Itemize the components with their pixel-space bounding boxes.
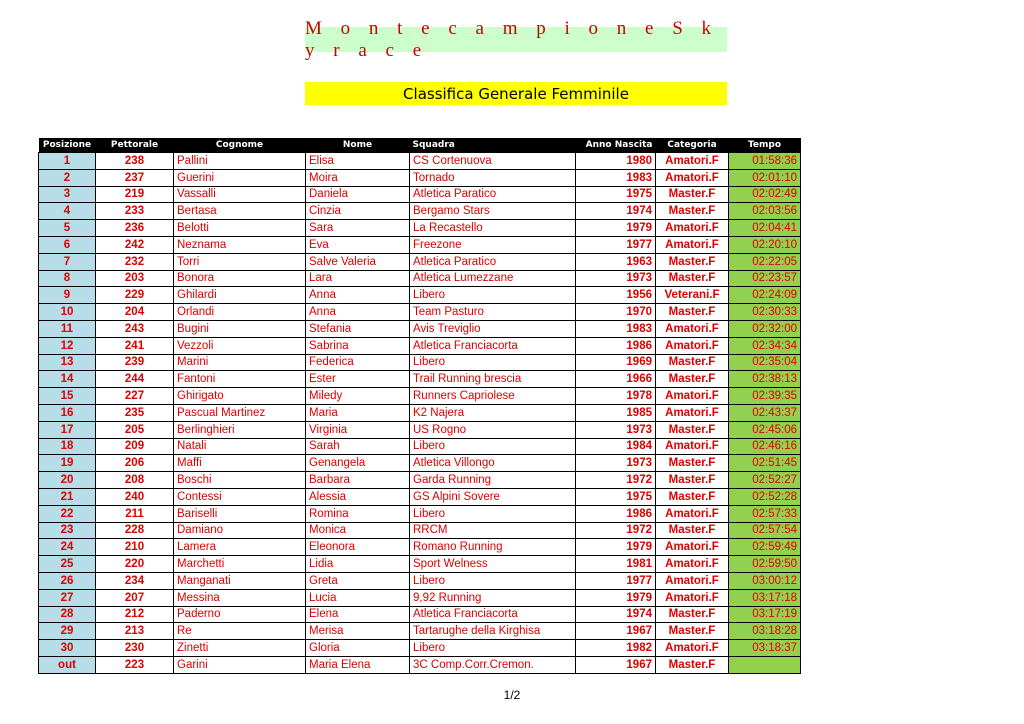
col-header-team: Squadra xyxy=(410,138,576,153)
table-row xyxy=(39,539,801,556)
cell-birth-year: 1969 xyxy=(576,354,656,371)
cell-category: Master.F xyxy=(656,253,729,270)
cell-birth-year: 1972 xyxy=(576,472,656,489)
cell-time: 02:45:06 xyxy=(729,421,801,438)
cell-birth-year: 1981 xyxy=(576,556,656,573)
table-row xyxy=(39,656,801,673)
table-row xyxy=(39,337,801,354)
cell-position: 4 xyxy=(39,203,96,220)
cell-position: 20 xyxy=(39,472,96,489)
cell-surname: Belotti xyxy=(174,220,306,237)
cell-birth-year: 1966 xyxy=(576,371,656,388)
cell-bib: 232 xyxy=(96,253,174,270)
table-row xyxy=(39,186,801,203)
cell-birth-year: 1977 xyxy=(576,572,656,589)
cell-team: K2 Najera xyxy=(410,404,576,421)
cell-position: 13 xyxy=(39,354,96,371)
table-row xyxy=(39,640,801,657)
cell-surname: Marini xyxy=(174,354,306,371)
cell-time: 02:39:35 xyxy=(729,388,801,405)
cell-position: 19 xyxy=(39,455,96,472)
col-header-name: Nome xyxy=(306,138,410,153)
cell-surname: Pallini xyxy=(174,153,306,170)
cell-time: 02:59:50 xyxy=(729,556,801,573)
cell-birth-year: 1973 xyxy=(576,270,656,287)
cell-surname: Guerini xyxy=(174,169,306,186)
cell-category: Master.F xyxy=(656,371,729,388)
table-row xyxy=(39,270,801,287)
cell-team: Libero xyxy=(410,640,576,657)
cell-category: Amatori.F xyxy=(656,404,729,421)
cell-birth-year: 1973 xyxy=(576,421,656,438)
cell-surname: Maffi xyxy=(174,455,306,472)
cell-time: 02:38:13 xyxy=(729,371,801,388)
cell-name: Anna xyxy=(306,304,410,321)
cell-birth-year: 1972 xyxy=(576,522,656,539)
cell-position: 2 xyxy=(39,169,96,186)
cell-category: Veterani.F xyxy=(656,287,729,304)
cell-time: 02:30:33 xyxy=(729,304,801,321)
cell-surname: Vassalli xyxy=(174,186,306,203)
cell-time: 02:24:09 xyxy=(729,287,801,304)
cell-name: Barbara xyxy=(306,472,410,489)
cell-birth-year: 1970 xyxy=(576,304,656,321)
cell-position: 16 xyxy=(39,404,96,421)
cell-surname: Torri xyxy=(174,253,306,270)
cell-team: Freezone xyxy=(410,236,576,253)
cell-position: 29 xyxy=(39,623,96,640)
cell-bib: 227 xyxy=(96,388,174,405)
cell-team: Libero xyxy=(410,438,576,455)
col-header-birth-year: Anno Nascita xyxy=(576,138,656,153)
table-row xyxy=(39,572,801,589)
cell-time: 03:18:28 xyxy=(729,623,801,640)
cell-category: Amatori.F xyxy=(656,220,729,237)
cell-surname: Paderno xyxy=(174,606,306,623)
cell-surname: Marchetti xyxy=(174,556,306,573)
cell-category: Amatori.F xyxy=(656,337,729,354)
cell-team: Atletica Lumezzane xyxy=(410,270,576,287)
cell-name: Stefania xyxy=(306,320,410,337)
page-subtitle: Classifica Generale Femminile xyxy=(305,82,727,105)
cell-category: Master.F xyxy=(656,186,729,203)
results-table-header xyxy=(39,138,801,153)
cell-birth-year: 1967 xyxy=(576,656,656,673)
cell-category: Amatori.F xyxy=(656,589,729,606)
cell-name: Anna xyxy=(306,287,410,304)
cell-category: Amatori.F xyxy=(656,438,729,455)
cell-bib: 243 xyxy=(96,320,174,337)
cell-position: 27 xyxy=(39,589,96,606)
cell-time: 02:59:49 xyxy=(729,539,801,556)
cell-team: RRCM xyxy=(410,522,576,539)
col-header-category: Categoria xyxy=(656,138,729,153)
cell-surname: Boschi xyxy=(174,472,306,489)
cell-name: Alessia xyxy=(306,488,410,505)
cell-time: 02:46:16 xyxy=(729,438,801,455)
cell-position: 11 xyxy=(39,320,96,337)
cell-position: 25 xyxy=(39,556,96,573)
cell-bib: 208 xyxy=(96,472,174,489)
cell-birth-year: 1983 xyxy=(576,320,656,337)
cell-time: 02:20:10 xyxy=(729,236,801,253)
cell-bib: 241 xyxy=(96,337,174,354)
cell-name: Sarah xyxy=(306,438,410,455)
cell-name: Elena xyxy=(306,606,410,623)
cell-surname: Bonora xyxy=(174,270,306,287)
cell-surname: Ghirigato xyxy=(174,388,306,405)
cell-time: 01:58:36 xyxy=(729,153,801,170)
cell-team: Team Pasturo xyxy=(410,304,576,321)
cell-birth-year: 1978 xyxy=(576,388,656,405)
cell-team: Sport Welness xyxy=(410,556,576,573)
cell-name: Lucia xyxy=(306,589,410,606)
table-row xyxy=(39,388,801,405)
cell-team: Bergamo Stars xyxy=(410,203,576,220)
cell-name: Salve Valeria xyxy=(306,253,410,270)
cell-position: 6 xyxy=(39,236,96,253)
table-row xyxy=(39,522,801,539)
cell-category: Amatori.F xyxy=(656,572,729,589)
cell-surname: Garini xyxy=(174,656,306,673)
cell-category: Master.F xyxy=(656,203,729,220)
cell-name: Elisa xyxy=(306,153,410,170)
table-row xyxy=(39,488,801,505)
cell-surname: Bariselli xyxy=(174,505,306,522)
cell-position: 12 xyxy=(39,337,96,354)
table-row xyxy=(39,556,801,573)
page-title: M o n t e c a m p i o n e S k y r a c e xyxy=(305,27,727,52)
cell-position: 17 xyxy=(39,421,96,438)
cell-category: Master.F xyxy=(656,606,729,623)
cell-time: 02:02:49 xyxy=(729,186,801,203)
cell-birth-year: 1963 xyxy=(576,253,656,270)
table-row xyxy=(39,371,801,388)
cell-name: Ester xyxy=(306,371,410,388)
cell-bib: 236 xyxy=(96,220,174,237)
cell-bib: 240 xyxy=(96,488,174,505)
cell-surname: Contessi xyxy=(174,488,306,505)
cell-team: 9,92 Running xyxy=(410,589,576,606)
page-number: 1/2 xyxy=(503,688,521,702)
cell-time: 03:18:37 xyxy=(729,640,801,657)
cell-birth-year: 1975 xyxy=(576,488,656,505)
cell-category: Amatori.F xyxy=(656,388,729,405)
cell-bib: 204 xyxy=(96,304,174,321)
cell-bib: 210 xyxy=(96,539,174,556)
results-table-body xyxy=(39,153,801,674)
cell-name: Federica xyxy=(306,354,410,371)
cell-category: Master.F xyxy=(656,270,729,287)
table-row xyxy=(39,623,801,640)
cell-position: 14 xyxy=(39,371,96,388)
cell-category: Amatori.F xyxy=(656,320,729,337)
cell-name: Lidia xyxy=(306,556,410,573)
cell-position: 26 xyxy=(39,572,96,589)
cell-birth-year: 1979 xyxy=(576,220,656,237)
cell-team: Libero xyxy=(410,354,576,371)
cell-bib: 235 xyxy=(96,404,174,421)
table-row xyxy=(39,253,801,270)
cell-position: 1 xyxy=(39,153,96,170)
table-row xyxy=(39,606,801,623)
cell-birth-year: 1982 xyxy=(576,640,656,657)
cell-birth-year: 1986 xyxy=(576,337,656,354)
cell-birth-year: 1983 xyxy=(576,169,656,186)
cell-surname: Lamera xyxy=(174,539,306,556)
cell-birth-year: 1980 xyxy=(576,153,656,170)
cell-birth-year: 1984 xyxy=(576,438,656,455)
cell-name: Miledy xyxy=(306,388,410,405)
cell-bib: 234 xyxy=(96,572,174,589)
cell-name: Cinzia xyxy=(306,203,410,220)
cell-category: Amatori.F xyxy=(656,556,729,573)
cell-surname: Zinetti xyxy=(174,640,306,657)
table-row xyxy=(39,304,801,321)
cell-team: Libero xyxy=(410,572,576,589)
cell-position: 28 xyxy=(39,606,96,623)
cell-bib: 209 xyxy=(96,438,174,455)
cell-time: 02:57:54 xyxy=(729,522,801,539)
cell-birth-year: 1985 xyxy=(576,404,656,421)
cell-category: Master.F xyxy=(656,522,729,539)
cell-position: 8 xyxy=(39,270,96,287)
cell-bib: 223 xyxy=(96,656,174,673)
cell-time: 02:03:56 xyxy=(729,203,801,220)
cell-birth-year: 1974 xyxy=(576,606,656,623)
cell-position: 18 xyxy=(39,438,96,455)
cell-time: 02:52:27 xyxy=(729,472,801,489)
cell-surname: Orlandi xyxy=(174,304,306,321)
cell-time: 02:57:33 xyxy=(729,505,801,522)
table-row xyxy=(39,472,801,489)
cell-category: Master.F xyxy=(656,421,729,438)
cell-name: Daniela xyxy=(306,186,410,203)
cell-name: Moira xyxy=(306,169,410,186)
cell-team: Atletica Franciacorta xyxy=(410,337,576,354)
cell-position: out xyxy=(39,656,96,673)
cell-team: Trail Running brescia xyxy=(410,371,576,388)
cell-birth-year: 1967 xyxy=(576,623,656,640)
cell-name: Eva xyxy=(306,236,410,253)
cell-name: Romina xyxy=(306,505,410,522)
cell-time xyxy=(729,656,801,673)
table-row xyxy=(39,505,801,522)
cell-bib: 237 xyxy=(96,169,174,186)
cell-name: Monica xyxy=(306,522,410,539)
cell-category: Master.F xyxy=(656,304,729,321)
table-row xyxy=(39,438,801,455)
cell-position: 3 xyxy=(39,186,96,203)
cell-category: Amatori.F xyxy=(656,236,729,253)
cell-category: Master.F xyxy=(656,455,729,472)
table-row xyxy=(39,220,801,237)
cell-bib: 228 xyxy=(96,522,174,539)
cell-time: 02:52:28 xyxy=(729,488,801,505)
cell-name: Maria Elena xyxy=(306,656,410,673)
cell-name: Merisa xyxy=(306,623,410,640)
cell-bib: 220 xyxy=(96,556,174,573)
cell-category: Amatori.F xyxy=(656,153,729,170)
results-table xyxy=(38,138,801,674)
cell-birth-year: 1977 xyxy=(576,236,656,253)
table-row xyxy=(39,320,801,337)
cell-name: Eleonora xyxy=(306,539,410,556)
cell-time: 02:04:41 xyxy=(729,220,801,237)
col-header-time: Tempo xyxy=(729,138,801,153)
table-row xyxy=(39,287,801,304)
cell-category: Master.F xyxy=(656,656,729,673)
cell-team: Romano Running xyxy=(410,539,576,556)
cell-position: 9 xyxy=(39,287,96,304)
cell-birth-year: 1979 xyxy=(576,589,656,606)
cell-team: Tornado xyxy=(410,169,576,186)
table-row xyxy=(39,589,801,606)
cell-time: 02:23:57 xyxy=(729,270,801,287)
cell-time: 03:17:19 xyxy=(729,606,801,623)
cell-surname: Re xyxy=(174,623,306,640)
cell-position: 10 xyxy=(39,304,96,321)
cell-name: Maria xyxy=(306,404,410,421)
cell-name: Sara xyxy=(306,220,410,237)
cell-team: Avis Treviglio xyxy=(410,320,576,337)
cell-surname: Berlinghieri xyxy=(174,421,306,438)
cell-team: 3C Comp.Corr.Cremon. xyxy=(410,656,576,673)
cell-team: Libero xyxy=(410,505,576,522)
col-header-bib: Pettorale xyxy=(96,138,174,153)
cell-time: 02:35:04 xyxy=(729,354,801,371)
cell-birth-year: 1956 xyxy=(576,287,656,304)
cell-birth-year: 1974 xyxy=(576,203,656,220)
cell-bib: 207 xyxy=(96,589,174,606)
cell-bib: 205 xyxy=(96,421,174,438)
cell-birth-year: 1973 xyxy=(576,455,656,472)
cell-surname: Pascual Martinez xyxy=(174,404,306,421)
cell-name: Genangela xyxy=(306,455,410,472)
cell-name: Virginia xyxy=(306,421,410,438)
cell-category: Amatori.F xyxy=(656,169,729,186)
cell-name: Gloria xyxy=(306,640,410,657)
cell-time: 02:32:00 xyxy=(729,320,801,337)
cell-bib: 203 xyxy=(96,270,174,287)
cell-position: 24 xyxy=(39,539,96,556)
cell-category: Amatori.F xyxy=(656,640,729,657)
cell-position: 7 xyxy=(39,253,96,270)
cell-category: Master.F xyxy=(656,623,729,640)
cell-bib: 244 xyxy=(96,371,174,388)
cell-bib: 230 xyxy=(96,640,174,657)
cell-time: 03:00:12 xyxy=(729,572,801,589)
table-row xyxy=(39,169,801,186)
cell-time: 02:43:37 xyxy=(729,404,801,421)
table-row xyxy=(39,236,801,253)
cell-birth-year: 1979 xyxy=(576,539,656,556)
cell-bib: 233 xyxy=(96,203,174,220)
cell-category: Master.F xyxy=(656,488,729,505)
cell-position: 15 xyxy=(39,388,96,405)
cell-team: CS Cortenuova xyxy=(410,153,576,170)
cell-name: Sabrina xyxy=(306,337,410,354)
cell-team: Runners Capriolese xyxy=(410,388,576,405)
cell-bib: 213 xyxy=(96,623,174,640)
cell-bib: 239 xyxy=(96,354,174,371)
table-row xyxy=(39,354,801,371)
cell-time: 02:22:05 xyxy=(729,253,801,270)
cell-surname: Ghilardi xyxy=(174,287,306,304)
cell-position: 22 xyxy=(39,505,96,522)
cell-birth-year: 1975 xyxy=(576,186,656,203)
col-header-position: Posizione xyxy=(39,138,96,153)
cell-category: Master.F xyxy=(656,472,729,489)
cell-bib: 238 xyxy=(96,153,174,170)
cell-team: GS Alpini Sovere xyxy=(410,488,576,505)
cell-time: 03:17:18 xyxy=(729,589,801,606)
cell-surname: Neznama xyxy=(174,236,306,253)
table-row xyxy=(39,421,801,438)
cell-bib: 212 xyxy=(96,606,174,623)
table-row xyxy=(39,153,801,170)
cell-category: Amatori.F xyxy=(656,539,729,556)
cell-team: Atletica Paratico xyxy=(410,253,576,270)
cell-time: 02:34:34 xyxy=(729,337,801,354)
table-row xyxy=(39,455,801,472)
cell-bib: 229 xyxy=(96,287,174,304)
cell-position: 30 xyxy=(39,640,96,657)
cell-category: Amatori.F xyxy=(656,505,729,522)
cell-position: 23 xyxy=(39,522,96,539)
cell-team: Atletica Franciacorta xyxy=(410,606,576,623)
cell-bib: 211 xyxy=(96,505,174,522)
cell-bib: 242 xyxy=(96,236,174,253)
cell-name: Lara xyxy=(306,270,410,287)
cell-time: 02:01:10 xyxy=(729,169,801,186)
cell-time: 02:51:45 xyxy=(729,455,801,472)
cell-position: 21 xyxy=(39,488,96,505)
cell-position: 5 xyxy=(39,220,96,237)
cell-name: Greta xyxy=(306,572,410,589)
cell-surname: Vezzoli xyxy=(174,337,306,354)
cell-team: US Rogno xyxy=(410,421,576,438)
cell-bib: 206 xyxy=(96,455,174,472)
cell-bib: 219 xyxy=(96,186,174,203)
cell-category: Master.F xyxy=(656,354,729,371)
cell-team: Atletica Paratico xyxy=(410,186,576,203)
cell-birth-year: 1986 xyxy=(576,505,656,522)
table-row xyxy=(39,404,801,421)
cell-surname: Manganati xyxy=(174,572,306,589)
table-row xyxy=(39,203,801,220)
cell-surname: Damiano xyxy=(174,522,306,539)
cell-team: Atletica Villongo xyxy=(410,455,576,472)
cell-surname: Bugini xyxy=(174,320,306,337)
cell-team: La Recastello xyxy=(410,220,576,237)
col-header-surname: Cognome xyxy=(174,138,306,153)
cell-team: Tartarughe della Kirghisa xyxy=(410,623,576,640)
cell-surname: Natali xyxy=(174,438,306,455)
cell-surname: Fantoni xyxy=(174,371,306,388)
cell-team: Libero xyxy=(410,287,576,304)
cell-team: Garda Running xyxy=(410,472,576,489)
cell-surname: Messina xyxy=(174,589,306,606)
cell-surname: Bertasa xyxy=(174,203,306,220)
